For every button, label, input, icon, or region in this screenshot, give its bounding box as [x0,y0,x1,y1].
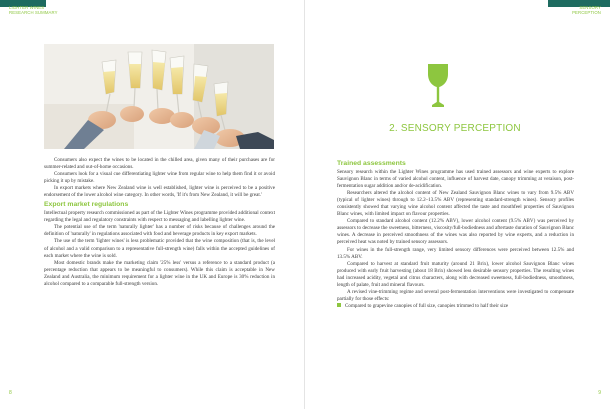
left-running-head-line1: LIGHTER WINES [9,5,45,10]
right-bullet-1-text: Compared to grapevine canopies of full size, canopies trimmed to half their size [345,302,509,309]
right-paragraph-3: Compared to standard alcohol content (12.2% ABV), lower alcohol content (9.5% ABV) was perceived by assessors to decrease the sweetness, bitterness, viscosity/full-bodiedness and aftertaste duration of Sauvignon Blanc wines. A decrease in perceived smoothness of the wines was also reported by wine experts, and a reduction in perceived heat was noted by trained sensory assessors. [337,218,574,246]
section-title: 2. SENSORY PERCEPTION [389,123,521,134]
right-paragraph-5: Compared to harvest at standard fruit maturity (around 21 Brix), lower alcohol Sauvignon Blanc wines produced with early fruit harvesting (about 18 Brix) showed less desirable sensory properties. The resulting wines had increased acidity, vegetal and citrus characters, along with decreased sweetness, full-bodiedness, smoothness, length of palate, fruit and mineral flavours. [337,260,574,288]
left-page-number: 8 [9,390,12,396]
right-running-head-line1: SENSORY [579,5,601,10]
right-body-column [337,158,574,310]
left-paragraph-2: Consumers look for a visual cue differentiating lighter wine from regular wine to help them find it or avoid picking it up by mistake. [44,171,275,185]
right-paragraph-2: Researchers altered the alcohol content of New Zealand Sauvignon Blanc wines to vary from 9.5% ABV (typical of lighter wines) through to 12.2–13.5% ABV (representing standard-strength wines). Sensory profiles consistently showed that varying wine alcohol content affected the taste and mouthfeel properties of Sauvignon Blanc wines, with limited impact on flavour properties. [337,190,574,218]
left-body-column [44,157,275,288]
left-running-head [9,5,58,15]
left-paragraph-4: Intellectual property research commissioned as part of the Lighter Wines programme provided additional context regarding the legal and regulatory constraints with respect to messaging and labelling lighter wine. [44,210,275,224]
champagne-toast-photo [44,44,274,149]
right-bullet-1 [337,303,574,310]
left-paragraph-3: In export markets where New Zealand wine is well established, lighter wine is perceived to be a positive endorsement of the lower alcohol wine category. In other words, 'If it's from New Zealand, it will be great.' [44,185,275,199]
left-paragraph-5: The potential use of the term 'naturally lighter' has a number of risks because of challenges around the definition of 'naturally' in regulations associated with food and beverage products in key export markets. [44,224,275,238]
right-page-number: 9 [598,390,601,396]
right-paragraph-6: A revised vine-trimming regime and several post-fermentation interventions were investigated to compensate partially for those effects: [337,288,574,302]
right-running-head [572,5,601,15]
right-paragraph-1: Sensory research within the Lighter Wines programme has used trained assessors and wine experts to explore Sauvignon Blanc in terms of varied alcohol content, influence of harvest date, canopy trimming at veraison, post-fermentation sugar addition and/or de-acidification. [337,169,574,190]
right-paragraph-4: For wines in the full-strength range, very limited sensory differences were perceived between 12.5% and 13.5% ABV. [337,246,574,260]
left-paragraph-7: Most domestic brands make the marketing claim '25% less' versus a reference to a standard product (a percentage reduction that appears to be meaningful to consumers). While this claim is acceptable in New Zealand and Australia, the minimum requirement for a lighter wine in the UK and Europe is 30% reduction in alcohol compared to a comparable full-strength version. [44,259,275,287]
trained-assessments-heading: Trained assessments [337,160,406,167]
left-paragraph-1: Consumers also expect the wines to be located in the chilled area, given many of their purchases are for summer-related and out-of-home occasions. [44,157,275,171]
left-paragraph-6: The use of the term 'lighter wines' is less problematic provided that the wine composition (that is, the level of alcohol and a valid comparison to a representative full-strength wine) falls within the accepted guidelines of each market where the wine is sold. [44,238,275,259]
export-regulations-heading: Export market regulations [44,201,129,209]
left-running-head-line2: RESEARCH SUMMARY [9,10,58,15]
wine-glass-icon [427,64,449,108]
toast-illustration [44,44,274,149]
right-running-head-line2: PERCEPTION [572,10,601,15]
square-bullet-icon [337,303,341,307]
